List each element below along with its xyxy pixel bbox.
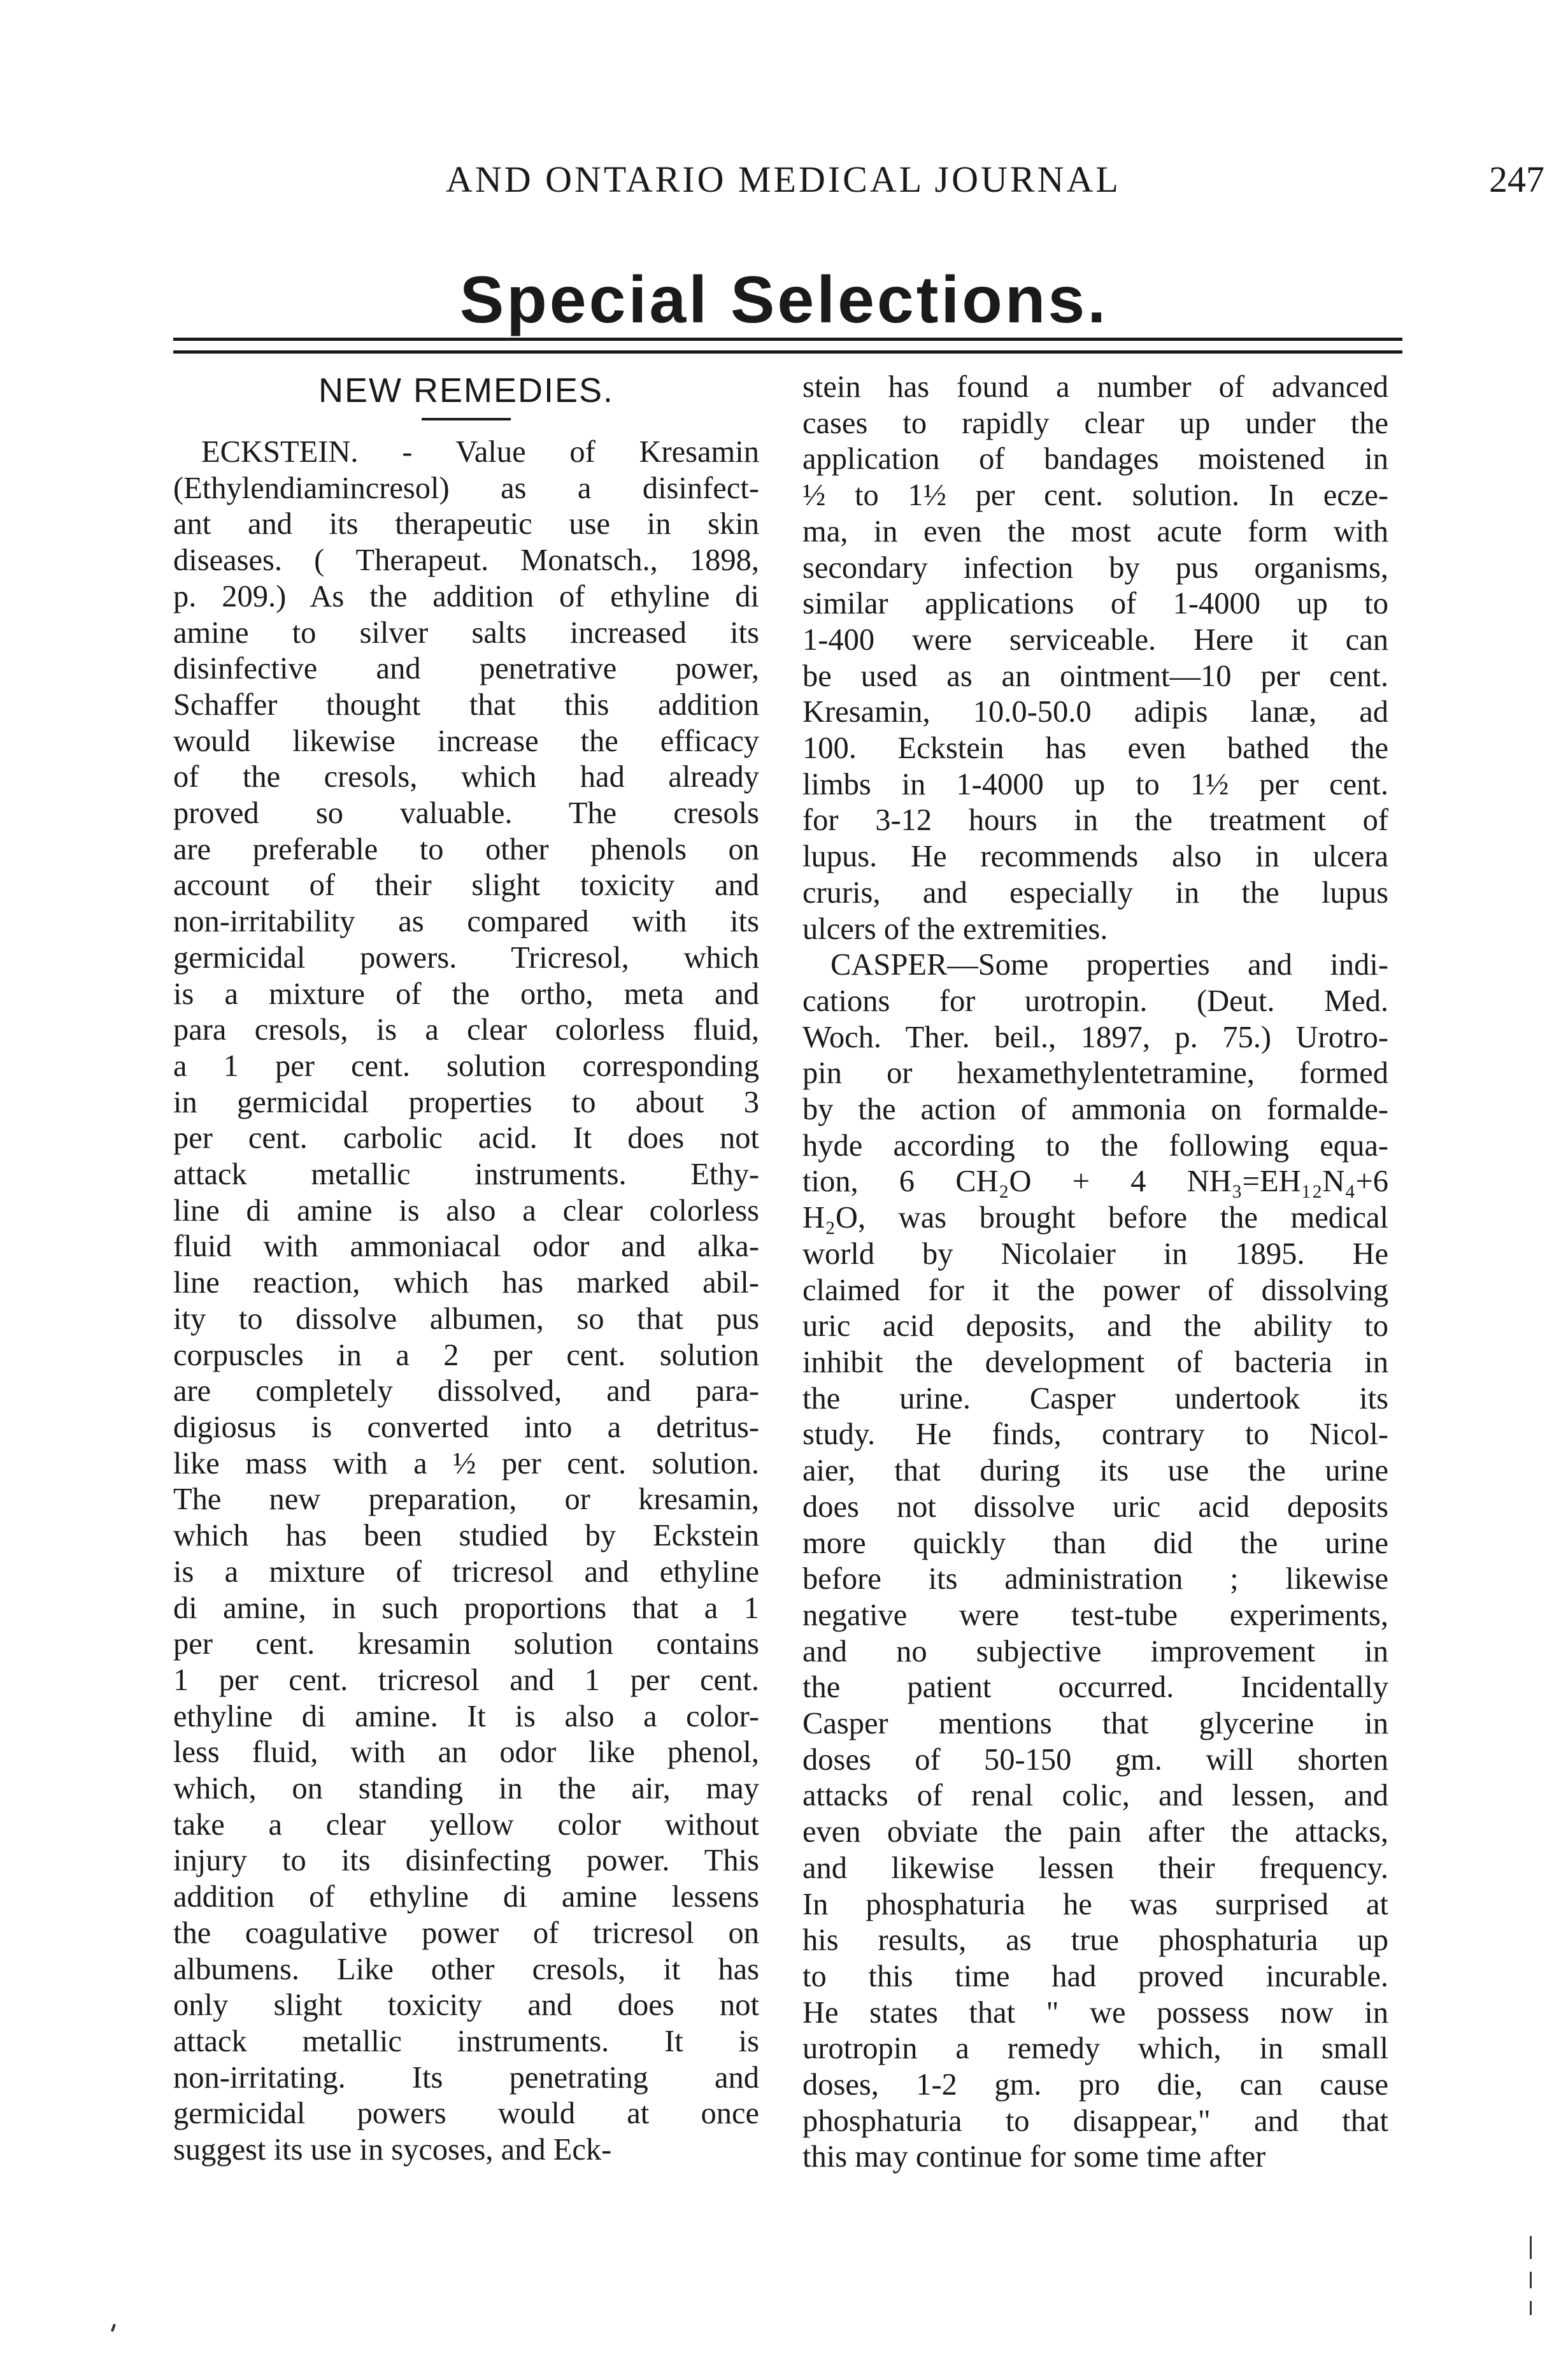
right-column-line: by the action of ammonia on formalde- xyxy=(802,1093,1388,1127)
right-column-line: tion, 6 CH₂O + 4 NH₃=EH₁₂N₄+6 xyxy=(802,1165,1388,1199)
left-column-line: ant and its therapeutic use in skin xyxy=(173,507,759,541)
left-column-line: ethyline di amine. It is also a color- xyxy=(173,1699,759,1733)
left-column-line: digiosus is converted into a detritus- xyxy=(173,1410,759,1444)
left-column-line: proved so valuable. The cresols xyxy=(173,796,759,831)
left-column-line: non-irritability as compared with its xyxy=(173,905,759,939)
right-column-line: uric acid deposits, and the ability to xyxy=(802,1309,1388,1344)
left-column-line: fluid with ammoniacal odor and alka- xyxy=(173,1230,759,1264)
right-column-line: Kresamin, 10.0-50.0 adipis lanæ, ad xyxy=(802,695,1388,729)
right-column-line: 100. Eckstein has even bathed the xyxy=(802,731,1388,766)
left-column-line: germicidal powers would at once xyxy=(173,2097,759,2131)
margin-mark-3 xyxy=(1530,2301,1532,2315)
left-column-line: take a clear yellow color without xyxy=(173,1807,759,1842)
left-column-line: which, on standing in the air, may xyxy=(173,1772,759,1806)
left-column-line: attack metallic instruments. Ethy- xyxy=(173,1158,759,1192)
left-column-line: albumens. Like other cresols, it has xyxy=(173,1952,759,1986)
left-column-line: like mass with a ½ per cent. solution. xyxy=(173,1446,759,1481)
right-column-line: his results, as true phosphaturia up xyxy=(802,1923,1388,1958)
right-column-line: CASPER—Some properties and indi- xyxy=(830,948,1388,982)
right-column-line: similar applications of 1-4000 up to xyxy=(802,587,1388,621)
right-column-line: be used as an ointment—10 per cent. xyxy=(802,659,1388,693)
left-column-line: less fluid, with an odor like phenol, xyxy=(173,1735,759,1770)
right-column-line: lupus. He recommends also in ulcera xyxy=(802,840,1388,874)
left-column-line: is a mixture of the ortho, meta and xyxy=(173,977,759,1011)
right-column-line: world by Nicolaier in 1895. He xyxy=(802,1237,1388,1271)
right-column-line: inhibit the development of bacteria in xyxy=(802,1345,1388,1379)
left-column-line: attack metallic instruments. It is xyxy=(173,2024,759,2058)
right-column-line: application of bandages moistened in xyxy=(802,442,1388,477)
right-column-line: does not dissolve uric acid deposits xyxy=(802,1489,1388,1524)
right-column-line: and likewise lessen their frequency. xyxy=(802,1851,1388,1885)
right-column-line: cases to rapidly clear up under the xyxy=(802,406,1388,440)
left-column-line: ity to dissolve albumen, so that pus xyxy=(173,1301,759,1336)
left-column-line: Schaffer thought that this addition xyxy=(173,687,759,722)
left-column-line: a 1 per cent. solution corresponding xyxy=(173,1049,759,1083)
right-column-line: H₂O, was brought before the medical xyxy=(802,1201,1388,1235)
right-column-line: for 3-12 hours in the treatment of xyxy=(802,803,1388,838)
running-title: AND ONTARIO MEDICAL JOURNAL xyxy=(446,159,1121,200)
right-column-line: doses of 50-150 gm. will shorten xyxy=(802,1742,1388,1777)
left-column-line: suggest its use in sycoses, and Eck- xyxy=(173,2133,612,2167)
right-column-line: He states that " we possess now in xyxy=(802,1995,1388,2030)
left-column-line: is a mixture of tricresol and ethyline xyxy=(173,1554,759,1589)
left-column-line: only slight toxicity and does not xyxy=(173,1988,759,2023)
left-column-line: the coagulative power of tricresol on xyxy=(173,1916,759,1950)
right-column-line: claimed for it the power of dissolving xyxy=(802,1273,1388,1307)
left-column-line: p. 209.) As the addition of ethyline di xyxy=(173,579,759,613)
left-column-line: which has been studied by Eckstein xyxy=(173,1519,759,1553)
left-column-line: in germicidal properties to about 3 xyxy=(173,1085,759,1119)
right-column-line: the patient occurred. Incidentally xyxy=(802,1670,1388,1705)
right-column-line: to this time had proved incurable. xyxy=(802,1959,1388,1993)
left-column-line: amine to silver salts increased its xyxy=(173,615,759,650)
left-column-text xyxy=(173,434,759,2169)
right-column-line: urotropin a remedy which, in small xyxy=(802,2032,1388,2066)
right-column-line: and no subjective improvement in xyxy=(802,1634,1388,1668)
left-column-line: 1 per cent. tricresol and 1 per cent. xyxy=(173,1663,759,1697)
right-column-line: ma, in even the most acute form with xyxy=(802,514,1388,548)
right-column-line: even obviate the pain after the attacks, xyxy=(802,1815,1388,1849)
running-header xyxy=(0,158,1568,203)
left-column-line: per cent. kresamin solution contains xyxy=(173,1627,759,1661)
left-column-line: disinfective and penetrative power, xyxy=(173,652,759,686)
right-column-line: secondary infection by pus organisms, xyxy=(802,550,1388,585)
right-column-line: Casper mentions that glycerine in xyxy=(802,1707,1388,1741)
right-column-line: Woch. Ther. beil., 1897, p. 75.) Urotro- xyxy=(802,1020,1388,1054)
right-column-line: pin or hexamethylentetramine, formed xyxy=(802,1056,1388,1091)
left-column-line: The new preparation, or kresamin, xyxy=(173,1482,759,1517)
left-column xyxy=(173,369,759,2169)
left-column-line: of the cresols, which had already xyxy=(173,760,759,794)
article-heading: NEW REMEDIES. xyxy=(318,371,615,410)
right-column-line: limbs in 1-4000 up to 1½ per cent. xyxy=(802,767,1388,801)
right-column-line: more quickly than did the urine xyxy=(802,1526,1388,1560)
right-column-line: hyde according to the following equa- xyxy=(802,1128,1388,1163)
left-column-line: ECKSTEIN. - Value of Kresamin xyxy=(201,435,759,469)
left-column-line: line reaction, which has marked abil- xyxy=(173,1266,759,1300)
right-column-line: this may continue for some time after xyxy=(802,2140,1266,2174)
right-column-line: phosphaturia to disappear," and that xyxy=(802,2104,1388,2138)
right-column-line: doses, 1-2 gm. pro die, can cause xyxy=(802,2068,1388,2102)
left-column-line: per cent. carbolic acid. It does not xyxy=(173,1121,759,1156)
left-column-line: non-irritating. Its penetrating and xyxy=(173,2060,759,2095)
right-column-line: the urine. Casper undertook its xyxy=(802,1381,1388,1416)
title-rule-top xyxy=(173,338,1402,341)
left-column-line: injury to its disinfecting power. This xyxy=(173,1844,759,1878)
right-column-line: In phosphaturia he was surprised at xyxy=(802,1887,1388,1921)
margin-mark-2 xyxy=(1530,2272,1532,2288)
left-column-line: germicidal powers. Tricresol, which xyxy=(173,940,759,975)
left-column-line: are completely dissolved, and para- xyxy=(173,1374,759,1409)
margin-mark-1 xyxy=(1530,2236,1532,2259)
right-column-line: ½ to 1½ per cent. solution. In ecze- xyxy=(802,478,1388,513)
left-column-line: would likewise increase the efficacy xyxy=(173,724,759,758)
left-column-line: addition of ethyline di amine lessens xyxy=(173,1880,759,1914)
right-column-line: cations for urotropin. (Deut. Med. xyxy=(802,984,1388,1018)
article-heading-rule xyxy=(422,418,511,420)
left-column-line: are preferable to other phenols on xyxy=(173,832,759,866)
right-column-line: study. He finds, contrary to Nicol- xyxy=(802,1417,1388,1452)
title-rule-bottom xyxy=(173,350,1402,354)
left-column-line: account of their slight toxicity and xyxy=(173,868,759,903)
left-column-line: line di amine is also a clear colorless xyxy=(173,1193,759,1228)
left-column-line: corpuscles in a 2 per cent. solution xyxy=(173,1338,759,1372)
right-column-text xyxy=(802,369,1388,2176)
right-column-line: ulcers of the extremities. xyxy=(802,912,1108,946)
right-column-line: negative were test-tube experiments, xyxy=(802,1598,1388,1632)
margin-mark-4 xyxy=(111,2324,116,2332)
left-column-line: para cresols, is a clear colorless fluid, xyxy=(173,1013,759,1047)
section-title: Special Selections. xyxy=(459,263,1109,337)
left-column-line: di amine, in such proportions that a 1 xyxy=(173,1591,759,1625)
left-column-line: (Ethylendiamincresol) as a disinfect- xyxy=(173,471,759,505)
right-column-line: stein has found a number of advanced xyxy=(802,370,1388,404)
left-column-line: diseases. ( Therapeut. Monatsch., 1898, xyxy=(173,543,759,578)
right-column-line: aier, that during its use the urine xyxy=(802,1454,1388,1488)
right-column xyxy=(802,369,1388,2176)
page-number: 247 xyxy=(1489,159,1544,200)
right-column-line: before its administration ; likewise xyxy=(802,1562,1388,1596)
right-column-line: 1-400 were serviceable. Here it can xyxy=(802,622,1388,657)
right-column-line: cruris, and especially in the lupus xyxy=(802,875,1388,910)
right-column-line: attacks of renal colic, and lessen, and xyxy=(802,1779,1388,1813)
